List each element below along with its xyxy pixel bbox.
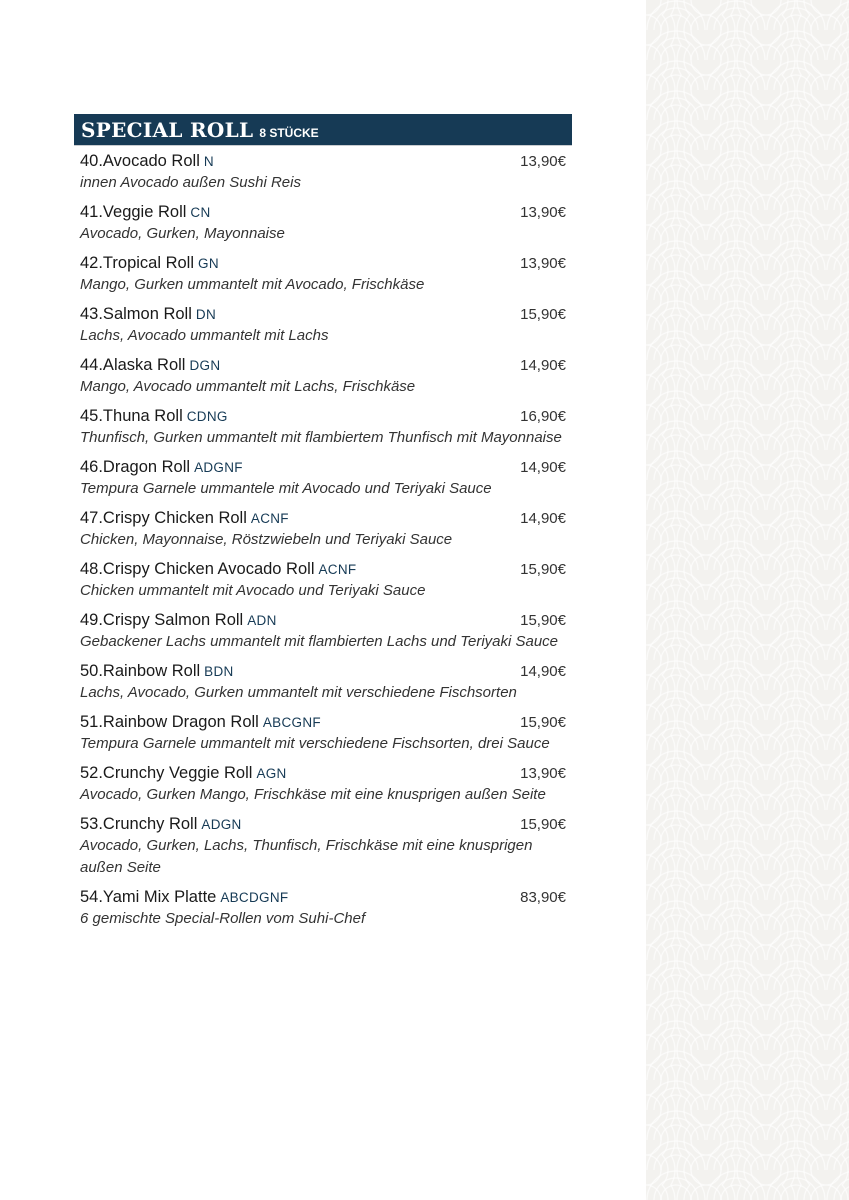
menu-item-name: 54.Yami Mix Platte: [80, 888, 217, 906]
allergen-codes: BDN: [204, 664, 234, 679]
menu-item-description: Chicken, Mayonnaise, Röstzwiebeln und Teriyaki Sauce: [80, 531, 453, 548]
menu-item: [74, 762, 572, 806]
menu-item-header: [80, 886, 566, 908]
menu-item-title: [80, 507, 289, 530]
menu-item-title: [80, 405, 228, 428]
menu-item-name: 53.Crunchy Roll: [80, 815, 198, 833]
allergen-codes: ADGN: [201, 817, 242, 832]
menu-item-name: 43.Salmon Roll: [80, 305, 192, 323]
menu-item-header: [80, 252, 566, 274]
menu-item-price: 83,90€: [520, 889, 566, 906]
menu-item-name: 52.Crunchy Veggie Roll: [80, 764, 253, 782]
menu-item-description: Lachs, Avocado ummantelt mit Lachs: [80, 327, 329, 344]
menu-item-title: [80, 558, 356, 581]
menu-item: [74, 886, 572, 930]
menu-item-description: Gebackener Lachs ummantelt mit flambierten Lachs und Teriyaki Sauce: [80, 633, 559, 650]
menu-item-price: 13,90€: [520, 255, 566, 272]
menu-item-header: [80, 711, 566, 733]
menu-item: [74, 303, 572, 347]
section-header: [74, 114, 572, 145]
allergen-codes: CDNG: [186, 409, 228, 424]
menu-item: [74, 405, 572, 449]
menu-item-name: 47.Crispy Chicken Roll: [80, 509, 247, 527]
decorative-wave-pattern: [646, 0, 849, 1200]
allergen-codes: ABCDGNF: [220, 890, 289, 905]
menu-item-title: [80, 886, 288, 909]
menu-item-description: Lachs, Avocado, Gurken ummantelt mit verschiedene Fischsorten: [80, 684, 517, 701]
menu-item-price: 13,90€: [520, 204, 566, 221]
menu-item-title: [80, 303, 216, 326]
menu-item: [74, 660, 572, 704]
menu-item-name: 44.Alaska Roll: [80, 356, 186, 374]
menu-item-header: [80, 660, 566, 682]
allergen-codes: DGN: [189, 358, 221, 373]
menu-item-header: [80, 507, 566, 529]
menu-item-description: Tempura Garnele ummantelt mit verschiedene Fischsorten, drei Sauce: [80, 735, 550, 752]
menu-item-price: 16,90€: [520, 408, 566, 425]
menu-item-price: 13,90€: [520, 765, 566, 782]
menu-item-header: [80, 456, 566, 478]
menu-item-name: 42.Tropical Roll: [80, 254, 195, 272]
menu-item: [74, 252, 572, 296]
menu-item-header: [80, 405, 566, 427]
menu-item-description: Avocado, Gurken, Lachs, Thunfisch, Frischkäse mit eine knusprigen außen Seite: [80, 837, 533, 876]
allergen-codes: GN: [198, 256, 219, 271]
menu-item-price: 14,90€: [520, 357, 566, 374]
menu-item-description: Mango, Gurken ummantelt mit Avocado, Frischkäse: [80, 276, 425, 293]
menu-item-description: Thunfisch, Gurken ummantelt mit flambiertem Thunfisch mit Mayonnaise: [80, 429, 562, 446]
menu-item: [74, 201, 572, 245]
menu-item-title: [80, 609, 277, 632]
menu-item-name: 40.Avocado Roll: [80, 152, 200, 170]
menu-item-header: [80, 201, 566, 223]
menu-item-description: Avocado, Gurken, Mayonnaise: [80, 225, 285, 242]
menu-item-title: [80, 762, 287, 785]
menu-item-name: 41.Veggie Roll: [80, 203, 187, 221]
menu-item-description: Avocado, Gurken Mango, Frischkäse mit eine knusprigen außen Seite: [80, 786, 546, 803]
menu-item-price: 14,90€: [520, 510, 566, 527]
allergen-codes: ACNF: [250, 511, 289, 526]
menu-item-header: [80, 303, 566, 325]
allergen-codes: CN: [190, 205, 211, 220]
allergen-codes: ADGNF: [194, 460, 243, 475]
allergen-codes: ADN: [247, 613, 277, 628]
menu-item: [74, 609, 572, 653]
menu-item-price: 15,90€: [520, 306, 566, 323]
menu-item-title: [80, 660, 234, 683]
allergen-codes: ABCGNF: [262, 715, 321, 730]
menu-item-header: [80, 558, 566, 580]
header-divider: [74, 145, 572, 146]
menu-item-description: Tempura Garnele ummantele mit Avocado und Teriyaki Sauce: [80, 480, 492, 497]
menu-item-header: [80, 609, 566, 631]
menu-item: [74, 711, 572, 755]
menu-item-description: innen Avocado außen Sushi Reis: [80, 174, 301, 191]
menu-item-description: Chicken ummantelt mit Avocado und Teriyaki Sauce: [80, 582, 426, 599]
menu-item-title: [80, 813, 242, 836]
allergen-codes: ACNF: [318, 562, 357, 577]
menu-item-price: 13,90€: [520, 153, 566, 170]
allergen-codes: AGN: [256, 766, 287, 781]
menu-item-title: [80, 354, 220, 377]
menu-item: [74, 456, 572, 500]
menu-item-description: Mango, Avocado ummantelt mit Lachs, Frischkäse: [80, 378, 416, 395]
menu-section: [74, 114, 572, 930]
menu-item-title: [80, 201, 211, 224]
menu-item-name: 46.Dragon Roll: [80, 458, 191, 476]
menu-item-title: [80, 711, 321, 734]
menu-item-name: 51.Rainbow Dragon Roll: [80, 713, 259, 731]
menu-item-header: [80, 813, 566, 835]
menu-item-title: [80, 456, 243, 479]
menu-item-name: 45.Thuna Roll: [80, 407, 183, 425]
section-subtitle: 8 STÜCKE: [259, 126, 319, 140]
allergen-codes: N: [203, 154, 214, 169]
menu-item-price: 14,90€: [520, 663, 566, 680]
allergen-codes: DN: [195, 307, 216, 322]
section-title: SPECIAL ROLL: [81, 118, 254, 142]
menu-item-name: 49.Crispy Salmon Roll: [80, 611, 244, 629]
menu-item-name: 50.Rainbow Roll: [80, 662, 201, 680]
menu-item: [74, 354, 572, 398]
menu-item-price: 15,90€: [520, 612, 566, 629]
menu-item-header: [80, 354, 566, 376]
menu-item-header: [80, 762, 566, 784]
menu-item-header: [80, 150, 566, 172]
menu-item: [74, 813, 572, 879]
menu-item-price: 15,90€: [520, 816, 566, 833]
menu-item: [74, 507, 572, 551]
menu-item-list: [74, 150, 572, 930]
menu-item-price: 15,90€: [520, 561, 566, 578]
menu-item: [74, 558, 572, 602]
menu-item-name: 48.Crispy Chicken Avocado Roll: [80, 560, 315, 578]
menu-item: [74, 150, 572, 194]
menu-item-title: [80, 150, 214, 173]
menu-item-price: 14,90€: [520, 459, 566, 476]
menu-item-description: 6 gemischte Special-Rollen vom Suhi-Chef: [80, 910, 366, 927]
menu-item-price: 15,90€: [520, 714, 566, 731]
menu-item-title: [80, 252, 219, 275]
